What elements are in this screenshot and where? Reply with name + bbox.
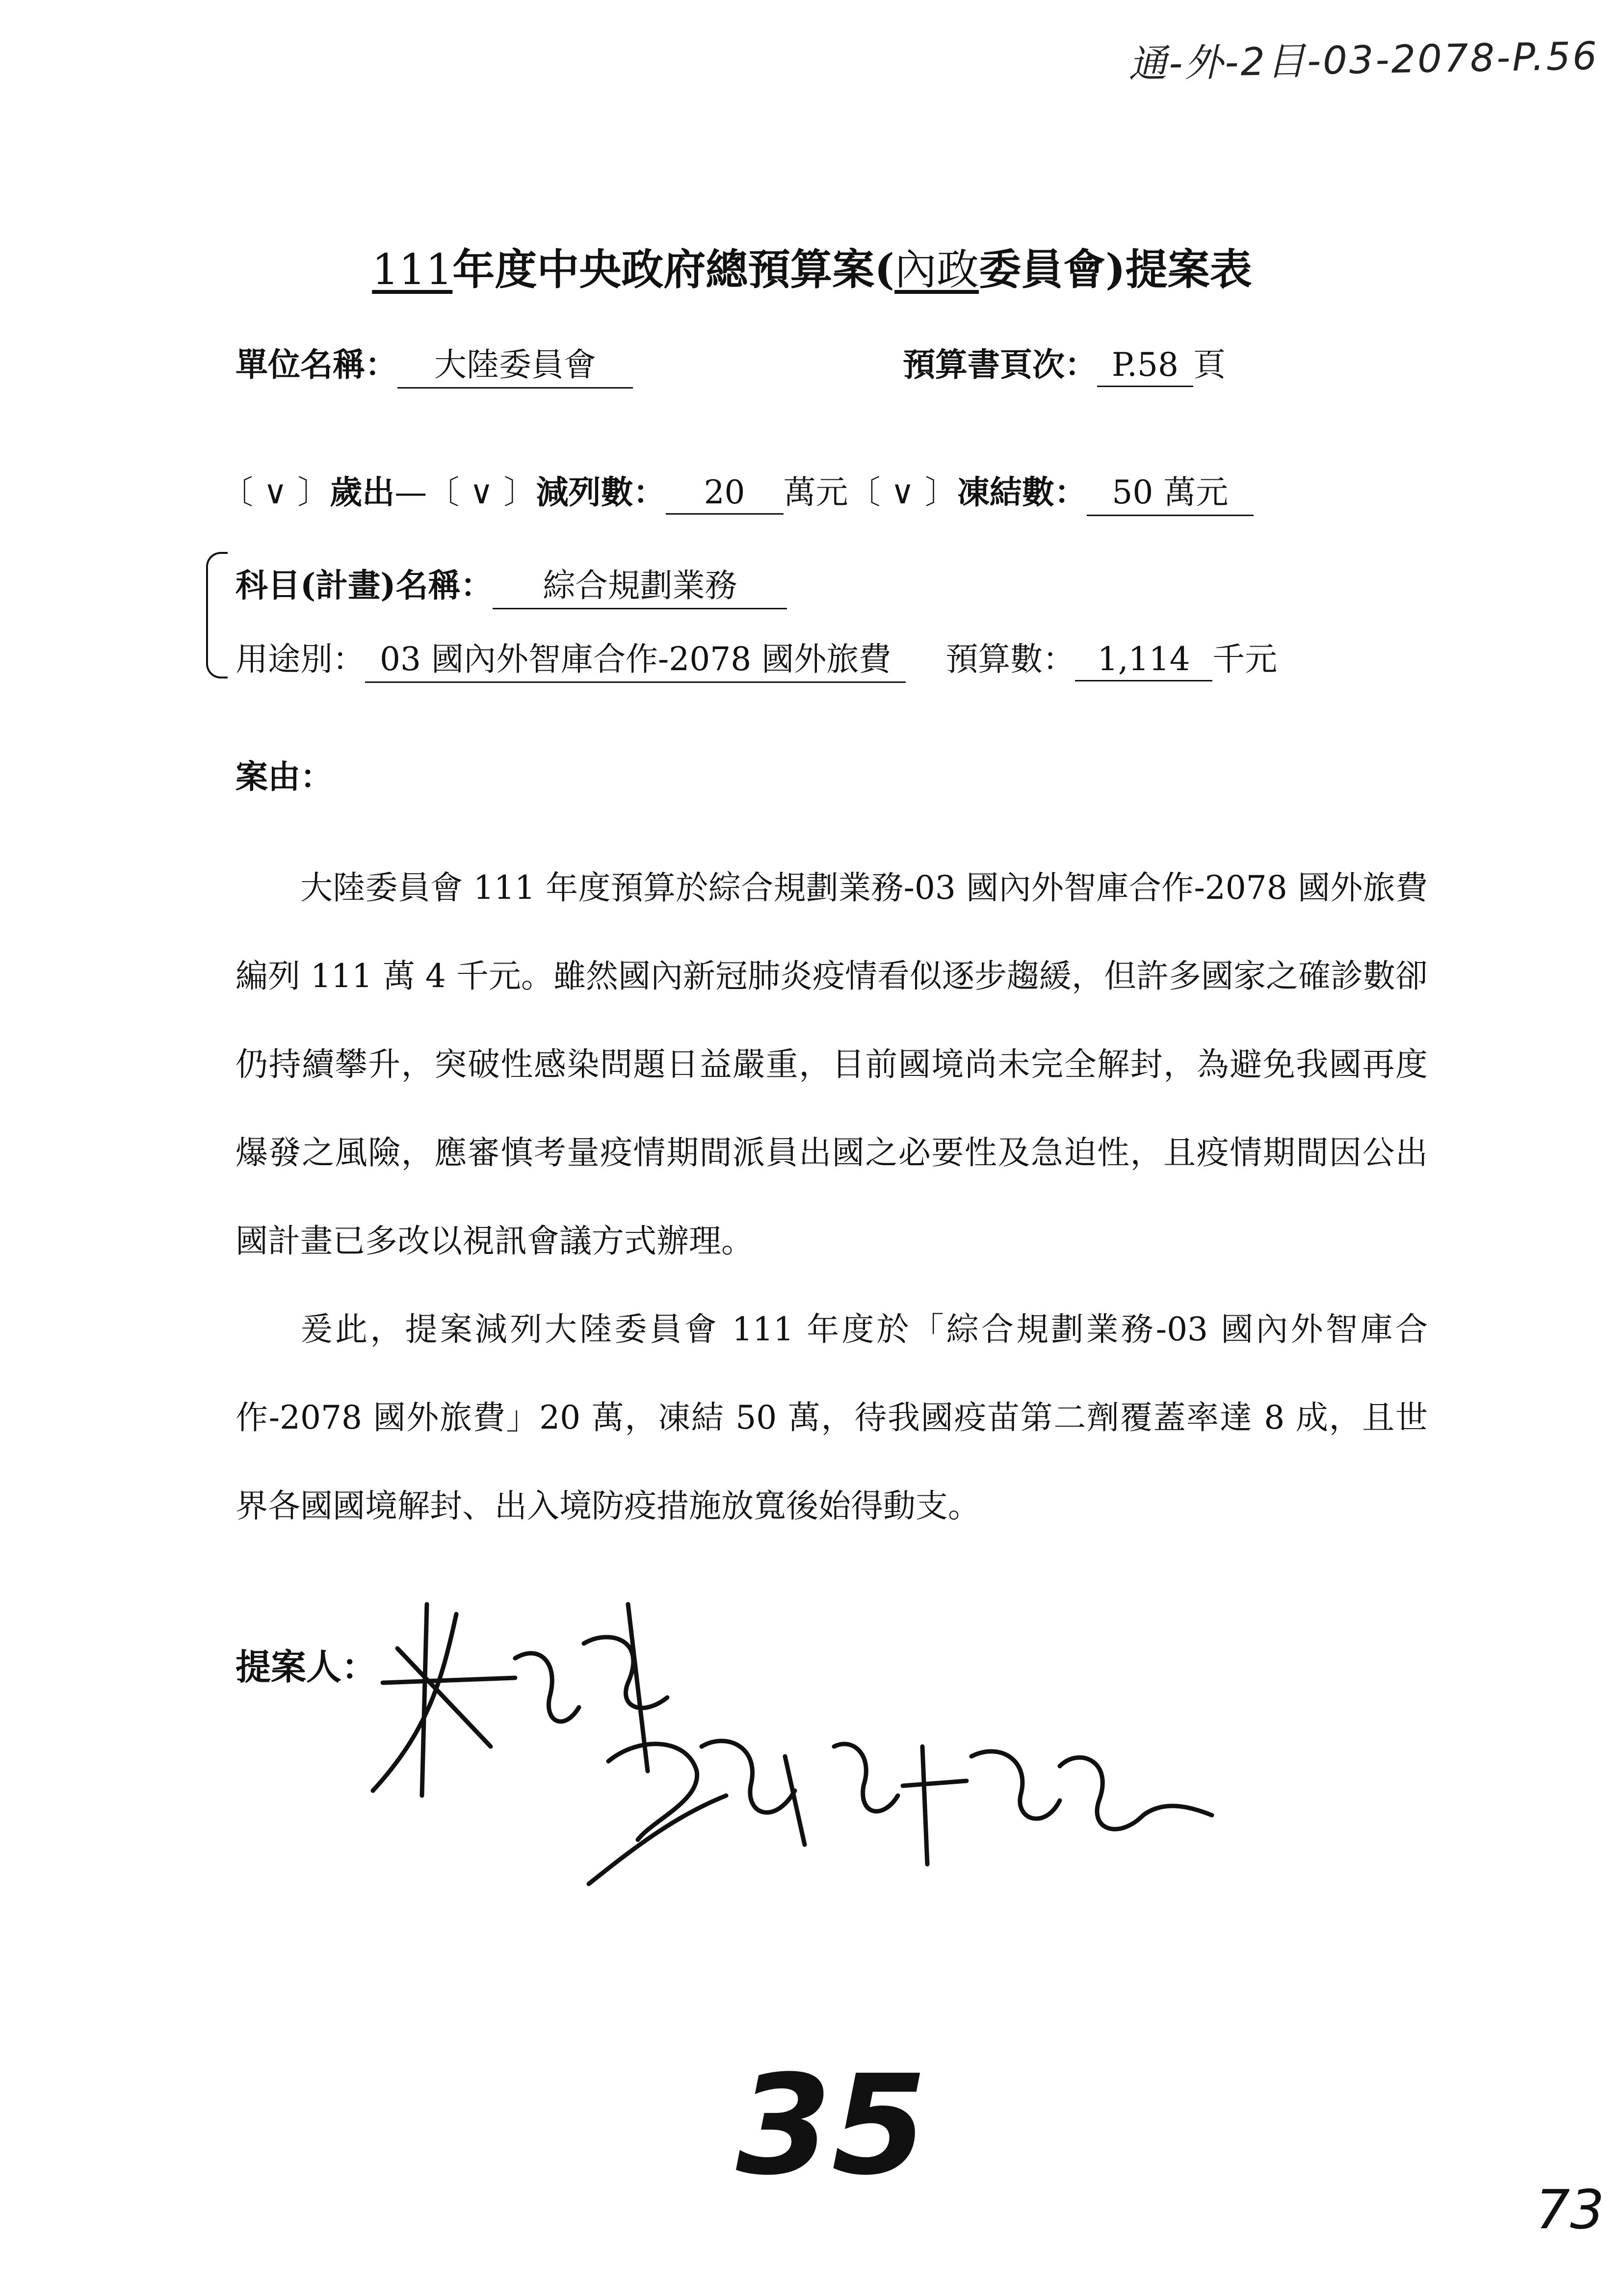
title-year: 111 (372, 245, 453, 294)
freeze-label: 凍結數： (957, 473, 1087, 511)
checkbox-reduce: 〔 ∨ 〕 (427, 473, 536, 511)
subject-label: 科目(計畫)名稱： (236, 566, 493, 604)
use-label: 用途別： (236, 640, 365, 678)
reason-label: 案由： (236, 757, 333, 796)
unit-value: 大陸委員會 (397, 339, 633, 389)
budget-amount-label: 預算數： (945, 640, 1075, 678)
title-committee: 內政 (894, 245, 979, 294)
checkbox-expense: 〔 ∨ 〕 (221, 473, 330, 511)
expense-label: 歲出 (330, 473, 395, 511)
use-value: 03 國內外智庫合作-2078 國外旅費 (365, 633, 906, 683)
title-text-after: 委員會)提案表 (979, 245, 1252, 294)
form-title (0, 235, 1624, 296)
subject-row (236, 559, 787, 609)
budget-page-label: 預算書頁次： (903, 345, 1097, 384)
handwritten-number: 35 (736, 2046, 927, 2206)
unit-label: 單位名稱： (236, 345, 397, 384)
reduce-unit: 萬元 (783, 473, 848, 511)
checkbox-freeze: 〔 ∨ 〕 (848, 473, 957, 511)
freeze-value: 50 萬元 (1087, 466, 1254, 516)
reason-body (236, 844, 1428, 1550)
reduce-label: 減列數： (536, 473, 666, 511)
dash: — (394, 473, 427, 511)
page-number: 73 (1536, 2178, 1604, 2241)
budget-page-value: P.58 (1097, 346, 1193, 387)
title-text-before: 年度中央政府總預算案( (452, 245, 895, 294)
subject-bracket (206, 552, 228, 678)
budget-page-suffix: 頁 (1193, 346, 1226, 384)
budget-amount-unit: 千元 (1212, 640, 1278, 678)
unit-row (236, 339, 633, 389)
subject-value: 綜合規劃業務 (493, 559, 787, 609)
budget-amount-value: 1,114 (1075, 640, 1212, 681)
amounts-row (221, 466, 1254, 516)
proposer-label: 提案人： (236, 1646, 377, 1688)
budget-page-row (903, 339, 1226, 387)
signature-2 (579, 1717, 1217, 1904)
reason-paragraph-2: 爰此，提案減列大陸委員會 111 年度於「綜合規劃業務-03 國內外智庫合作-2078 國外旅費」20 萬，凍結 50 萬，待我國疫苗第二劑覆蓋率達 8 成，且世界各國國境解封、出入境防疫措施放寬後始得動支。 (236, 1310, 1428, 1525)
handwritten-reference-code: 通-外-2目-03-2078-P.56 (1128, 34, 1599, 87)
use-row (236, 633, 1277, 683)
reason-paragraph-1: 大陸委員會 111 年度預算於綜合規劃業務-03 國內外智庫合作-2078 國外旅費編列 111 萬 4 千元。雖然國內新冠肺炎疫情看似逐步趨緩，但許多國家之確診數卻仍持續攀升，突破性感染問題日益嚴重，目前國境尚未完全解封，為避免我國再度爆發之風險，應審慎考量疫情期間派員出國之必要性及急迫性，且疫情期間因公出國計畫已多改以視訊會議方式辦理。 (236, 869, 1428, 1260)
reduce-value: 20 (666, 473, 784, 515)
